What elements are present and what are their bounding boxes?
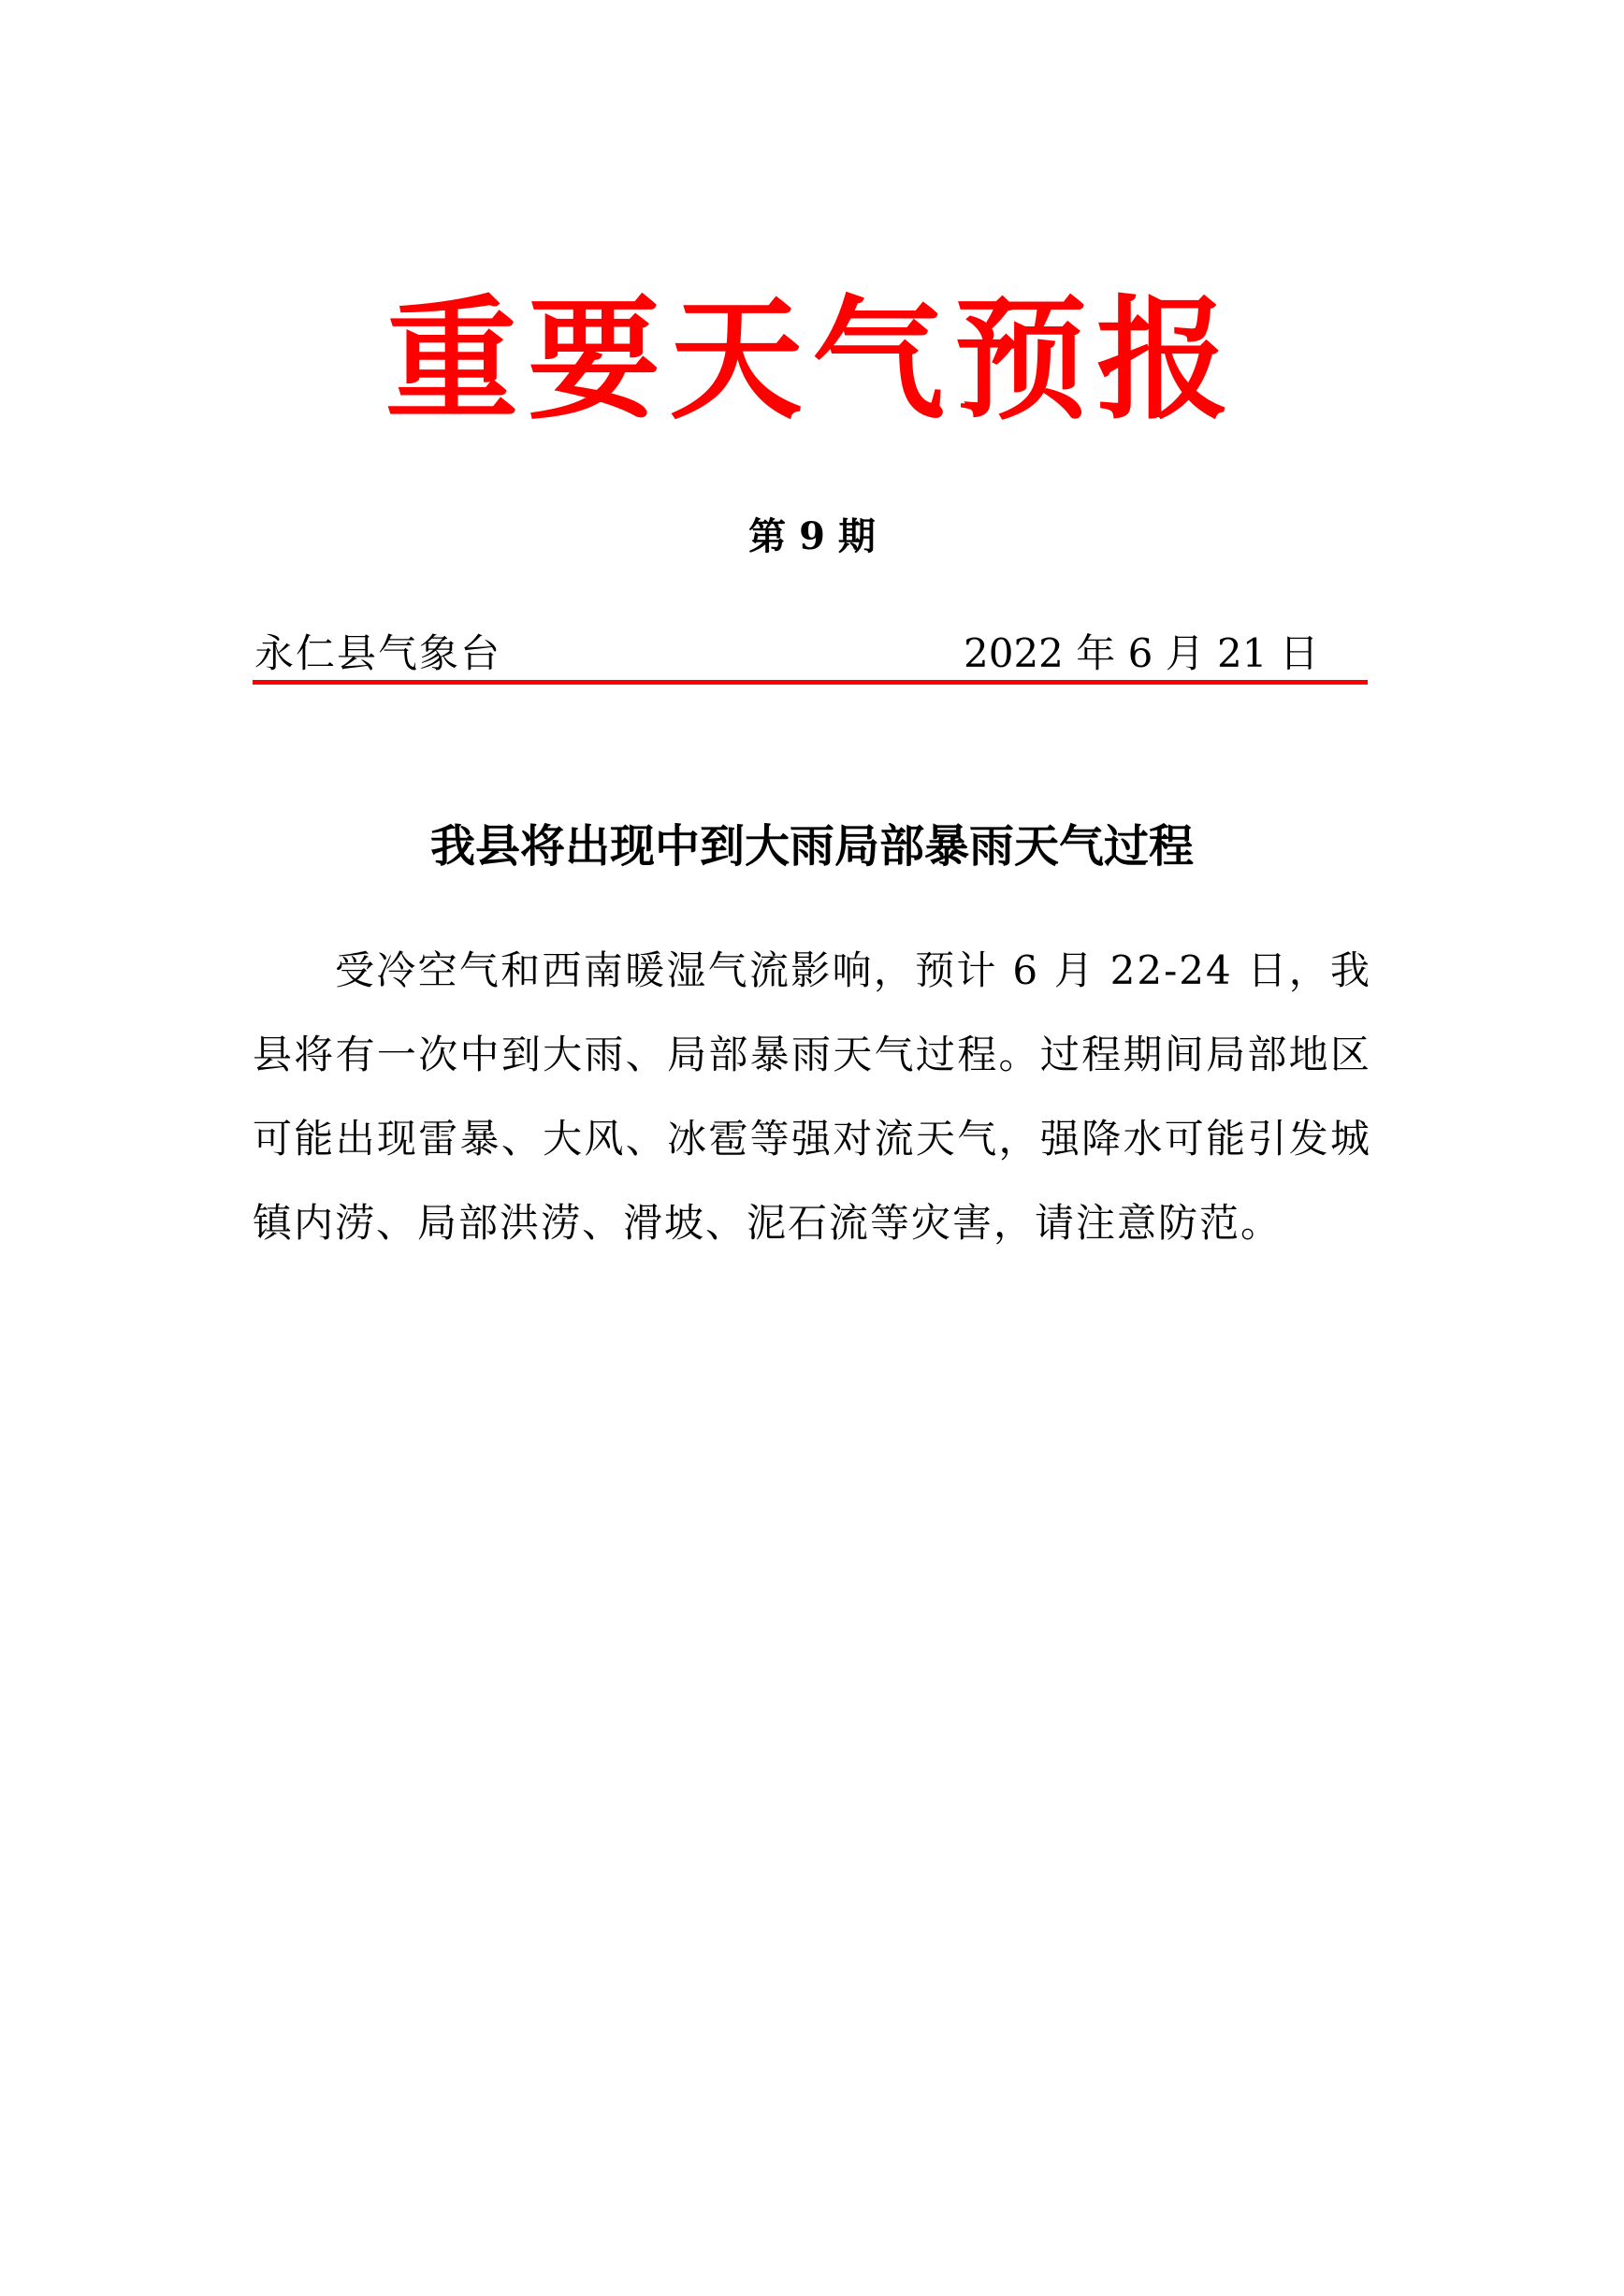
- body-paragraph: 受冷空气和西南暖湿气流影响，预计 6 月 22-24 日，我县将有一次中到大雨、局部暴雨天气过程。过程期间局部地区可能出现雷暴、大风、冰雹等强对流天气，强降水可能引发城镇内涝、局部洪涝、滑坡、泥石流等灾害，请注意防范。: [253, 947, 1371, 1246]
- issue-date: 2022 年 6 月 21 日: [964, 630, 1319, 676]
- headline: 我县将出现中到大雨局部暴雨天气过程: [429, 820, 1194, 873]
- masthead-title: 重要天气预报: [385, 282, 1239, 438]
- issuer-name: 永仁县气象台: [254, 630, 502, 676]
- issue-number: 第 9 期: [748, 514, 876, 558]
- header-divider: [253, 680, 1368, 685]
